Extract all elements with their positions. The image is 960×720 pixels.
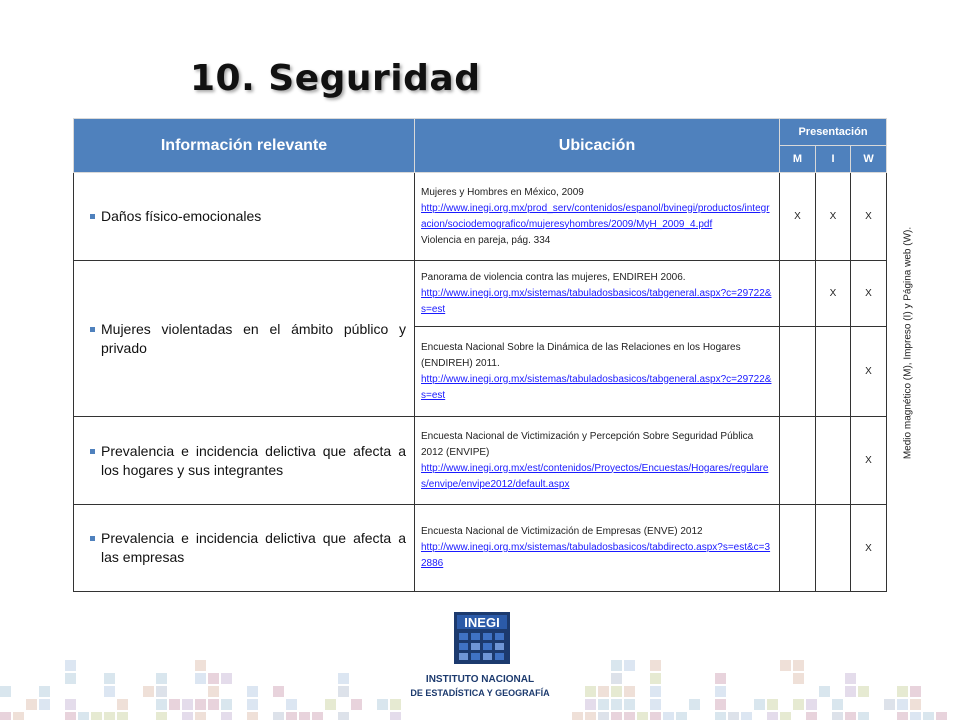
decorative-square bbox=[156, 712, 167, 720]
decorative-square bbox=[650, 660, 661, 671]
decorative-square bbox=[598, 712, 609, 720]
header-m: M bbox=[780, 146, 816, 173]
decorative-square bbox=[793, 660, 804, 671]
decorative-square bbox=[0, 712, 11, 720]
decorative-square bbox=[897, 699, 908, 710]
source-note: Violencia en pareja, pág. 334 bbox=[421, 234, 551, 246]
decorative-square bbox=[611, 712, 622, 720]
bullet-icon bbox=[90, 536, 95, 541]
presentation-legend bbox=[898, 178, 918, 508]
decorative-square bbox=[65, 673, 76, 684]
mark-i: X bbox=[816, 173, 851, 261]
decorative-square bbox=[728, 712, 739, 720]
decorative-square bbox=[104, 686, 115, 697]
decorative-square bbox=[208, 673, 219, 684]
decorative-square bbox=[611, 660, 622, 671]
mark-m bbox=[780, 417, 816, 505]
decorative-square bbox=[923, 712, 934, 720]
decorative-square bbox=[286, 712, 297, 720]
location-cell bbox=[415, 173, 780, 261]
decorative-square bbox=[767, 699, 778, 710]
info-cell bbox=[74, 505, 415, 592]
info-cell bbox=[74, 261, 415, 417]
decorative-square bbox=[390, 699, 401, 710]
decorative-square bbox=[338, 712, 349, 720]
decorative-square bbox=[156, 686, 167, 697]
decorative-square bbox=[143, 686, 154, 697]
decorative-square bbox=[676, 712, 687, 720]
table-row bbox=[74, 261, 887, 327]
decorative-square bbox=[780, 712, 791, 720]
decorative-square bbox=[221, 699, 232, 710]
decorative-square bbox=[338, 673, 349, 684]
decorative-square bbox=[273, 686, 284, 697]
decorative-square bbox=[351, 699, 362, 710]
legend-text: Medio magnético (M), Impreso (I) y Página web (W). bbox=[902, 226, 914, 460]
decorative-square bbox=[195, 660, 206, 671]
decorative-square bbox=[598, 699, 609, 710]
source-text: Panorama de violencia contra las mujeres, ENDIREH 2006. bbox=[421, 271, 686, 283]
decorative-square bbox=[637, 712, 648, 720]
decorative-square bbox=[689, 699, 700, 710]
decorative-square bbox=[897, 712, 908, 720]
decorative-square bbox=[299, 712, 310, 720]
decorative-square bbox=[208, 699, 219, 710]
decorative-square bbox=[793, 673, 804, 684]
decorative-square bbox=[611, 699, 622, 710]
mark-i: X bbox=[816, 261, 851, 327]
mark-w: X bbox=[851, 173, 887, 261]
decorative-square bbox=[312, 712, 323, 720]
header-i: I bbox=[816, 146, 851, 173]
decorative-square bbox=[247, 686, 258, 697]
header-location: Ubicación bbox=[415, 119, 780, 173]
decorative-square bbox=[910, 712, 921, 720]
mark-w: X bbox=[851, 261, 887, 327]
slide-title: 10. Seguridad bbox=[190, 58, 481, 99]
info-cell bbox=[74, 417, 415, 505]
decorative-square bbox=[780, 660, 791, 671]
decorative-square bbox=[793, 699, 804, 710]
decorative-square bbox=[936, 712, 947, 720]
decorative-square bbox=[819, 686, 830, 697]
inegi-logo bbox=[407, 612, 552, 717]
header-presentation: Presentación bbox=[780, 119, 887, 146]
info-text: Daños físico-emocionales bbox=[101, 208, 262, 224]
bullet-icon bbox=[90, 214, 95, 219]
decorative-square bbox=[715, 699, 726, 710]
decorative-square bbox=[377, 699, 388, 710]
decorative-square bbox=[117, 699, 128, 710]
decorative-square bbox=[169, 699, 180, 710]
decorative-square bbox=[715, 673, 726, 684]
decorative-square bbox=[585, 699, 596, 710]
info-table bbox=[73, 118, 887, 592]
logo-line2: DE ESTADÍSTICA Y GEOGRAFÍA bbox=[410, 688, 550, 698]
decorative-square bbox=[741, 712, 752, 720]
mark-m bbox=[780, 505, 816, 592]
mark-w: X bbox=[851, 327, 887, 417]
decorative-square bbox=[715, 712, 726, 720]
decorative-square bbox=[156, 673, 167, 684]
decorative-square bbox=[195, 699, 206, 710]
decorative-square bbox=[156, 699, 167, 710]
svg-text:INEGI: INEGI bbox=[464, 615, 500, 630]
decorative-square bbox=[897, 686, 908, 697]
decorative-square bbox=[832, 699, 843, 710]
source-text: Encuesta Nacional Sobre la Dinámica de las Relaciones en los Hogares (ENDIREH) 2011. bbox=[421, 341, 741, 369]
table-row bbox=[74, 505, 887, 592]
mark-i bbox=[816, 327, 851, 417]
mark-i bbox=[816, 417, 851, 505]
header-info: Información relevante bbox=[74, 119, 415, 173]
decorative-square bbox=[585, 712, 596, 720]
source-link[interactable]: http://www.inegi.org.mx/prod_serv/contenidos/espanol/bvinegi/productos/integracion/sociodemografico/mujeresyhombres/2009/MyH_2009_4.pdf bbox=[421, 202, 770, 230]
decorative-square bbox=[845, 673, 856, 684]
mark-m: X bbox=[780, 173, 816, 261]
location-cell bbox=[415, 417, 780, 505]
info-text: Prevalencia e incidencia delictiva que afecta a las empresas bbox=[101, 530, 406, 565]
decorative-square bbox=[0, 686, 11, 697]
decorative-square bbox=[182, 712, 193, 720]
decorative-square bbox=[624, 712, 635, 720]
decorative-square bbox=[286, 699, 297, 710]
decorative-square bbox=[325, 699, 336, 710]
source-text: Encuesta Nacional de Victimización y Percepción Sobre Seguridad Pública 2012 (ENVIPE) bbox=[421, 430, 754, 458]
source-link[interactable]: http://www.inegi.org.mx/sistemas/tabuladosbasicos/tabdirecto.aspx?s=est&c=32886 bbox=[421, 542, 771, 569]
mark-m bbox=[780, 327, 816, 417]
info-text: Mujeres violentadas en el ámbito público y privado bbox=[101, 320, 406, 356]
decorative-square bbox=[221, 673, 232, 684]
decorative-square bbox=[858, 712, 869, 720]
source-text: Encuesta Nacional de Victimización de Empresas (ENVE) 2012 bbox=[421, 526, 703, 537]
decorative-square bbox=[715, 686, 726, 697]
decorative-square bbox=[273, 712, 284, 720]
decorative-square bbox=[572, 712, 583, 720]
decorative-square bbox=[663, 712, 674, 720]
decorative-square bbox=[858, 686, 869, 697]
decorative-square bbox=[611, 686, 622, 697]
decorative-square bbox=[806, 699, 817, 710]
bullet-icon bbox=[90, 327, 95, 332]
info-cell bbox=[74, 173, 415, 261]
mark-w: X bbox=[851, 505, 887, 592]
decorative-square bbox=[624, 660, 635, 671]
decorative-square bbox=[26, 699, 37, 710]
location-cell bbox=[415, 261, 780, 327]
decorative-square bbox=[754, 699, 765, 710]
decorative-square bbox=[390, 712, 401, 720]
decorative-square bbox=[65, 699, 76, 710]
decorative-square bbox=[182, 699, 193, 710]
table-row bbox=[74, 417, 887, 505]
header-w: W bbox=[851, 146, 887, 173]
decorative-square bbox=[78, 712, 89, 720]
decorative-square bbox=[832, 712, 843, 720]
decorative-square bbox=[195, 673, 206, 684]
decorative-square bbox=[767, 712, 778, 720]
decorative-square bbox=[247, 699, 258, 710]
mark-w: X bbox=[851, 417, 887, 505]
source-link[interactable]: http://www.inegi.org.mx/sistemas/tabuladosbasicos/tabgeneral.aspx?c=29722&s=est bbox=[421, 287, 772, 315]
decorative-square bbox=[650, 673, 661, 684]
decorative-square bbox=[39, 699, 50, 710]
decorative-square bbox=[624, 686, 635, 697]
decorative-square bbox=[845, 712, 856, 720]
decorative-square bbox=[845, 686, 856, 697]
decorative-square bbox=[910, 699, 921, 710]
decorative-square bbox=[39, 686, 50, 697]
decorative-square bbox=[338, 686, 349, 697]
decorative-square bbox=[221, 712, 232, 720]
decorative-square bbox=[13, 712, 24, 720]
source-text: Mujeres y Hombres en México, 2009 bbox=[421, 186, 584, 198]
decorative-square bbox=[650, 686, 661, 697]
location-cell bbox=[415, 505, 780, 592]
decorative-square bbox=[195, 712, 206, 720]
bullet-icon bbox=[90, 449, 95, 454]
decorative-square bbox=[65, 712, 76, 720]
decorative-square bbox=[208, 686, 219, 697]
logo-line1: INSTITUTO NACIONAL bbox=[425, 674, 535, 685]
decorative-square bbox=[585, 686, 596, 697]
decorative-square bbox=[247, 712, 258, 720]
decorative-square bbox=[806, 712, 817, 720]
decorative-square bbox=[65, 660, 76, 671]
location-cell bbox=[415, 327, 780, 417]
decorative-square bbox=[624, 699, 635, 710]
mark-m bbox=[780, 261, 816, 327]
table-row bbox=[74, 173, 887, 261]
decorative-square bbox=[598, 686, 609, 697]
decorative-square bbox=[104, 673, 115, 684]
decorative-square bbox=[611, 673, 622, 684]
info-text: Prevalencia e incidencia delictiva que afecta a los hogares y sus integrantes bbox=[101, 442, 406, 478]
decorative-square bbox=[650, 712, 661, 720]
decorative-square bbox=[650, 699, 661, 710]
mark-i bbox=[816, 505, 851, 592]
decorative-square bbox=[884, 699, 895, 710]
decorative-square bbox=[910, 686, 921, 697]
decorative-square bbox=[117, 712, 128, 720]
source-link[interactable]: http://www.inegi.org.mx/est/contenidos/Proyectos/Encuestas/Hogares/regulares/envipe/envipe2012/default.aspx bbox=[421, 462, 769, 490]
decorative-square bbox=[91, 712, 102, 720]
source-link[interactable]: http://www.inegi.org.mx/sistemas/tabuladosbasicos/tabgeneral.aspx?c=29722&s=est bbox=[421, 373, 772, 401]
decorative-square bbox=[104, 712, 115, 720]
